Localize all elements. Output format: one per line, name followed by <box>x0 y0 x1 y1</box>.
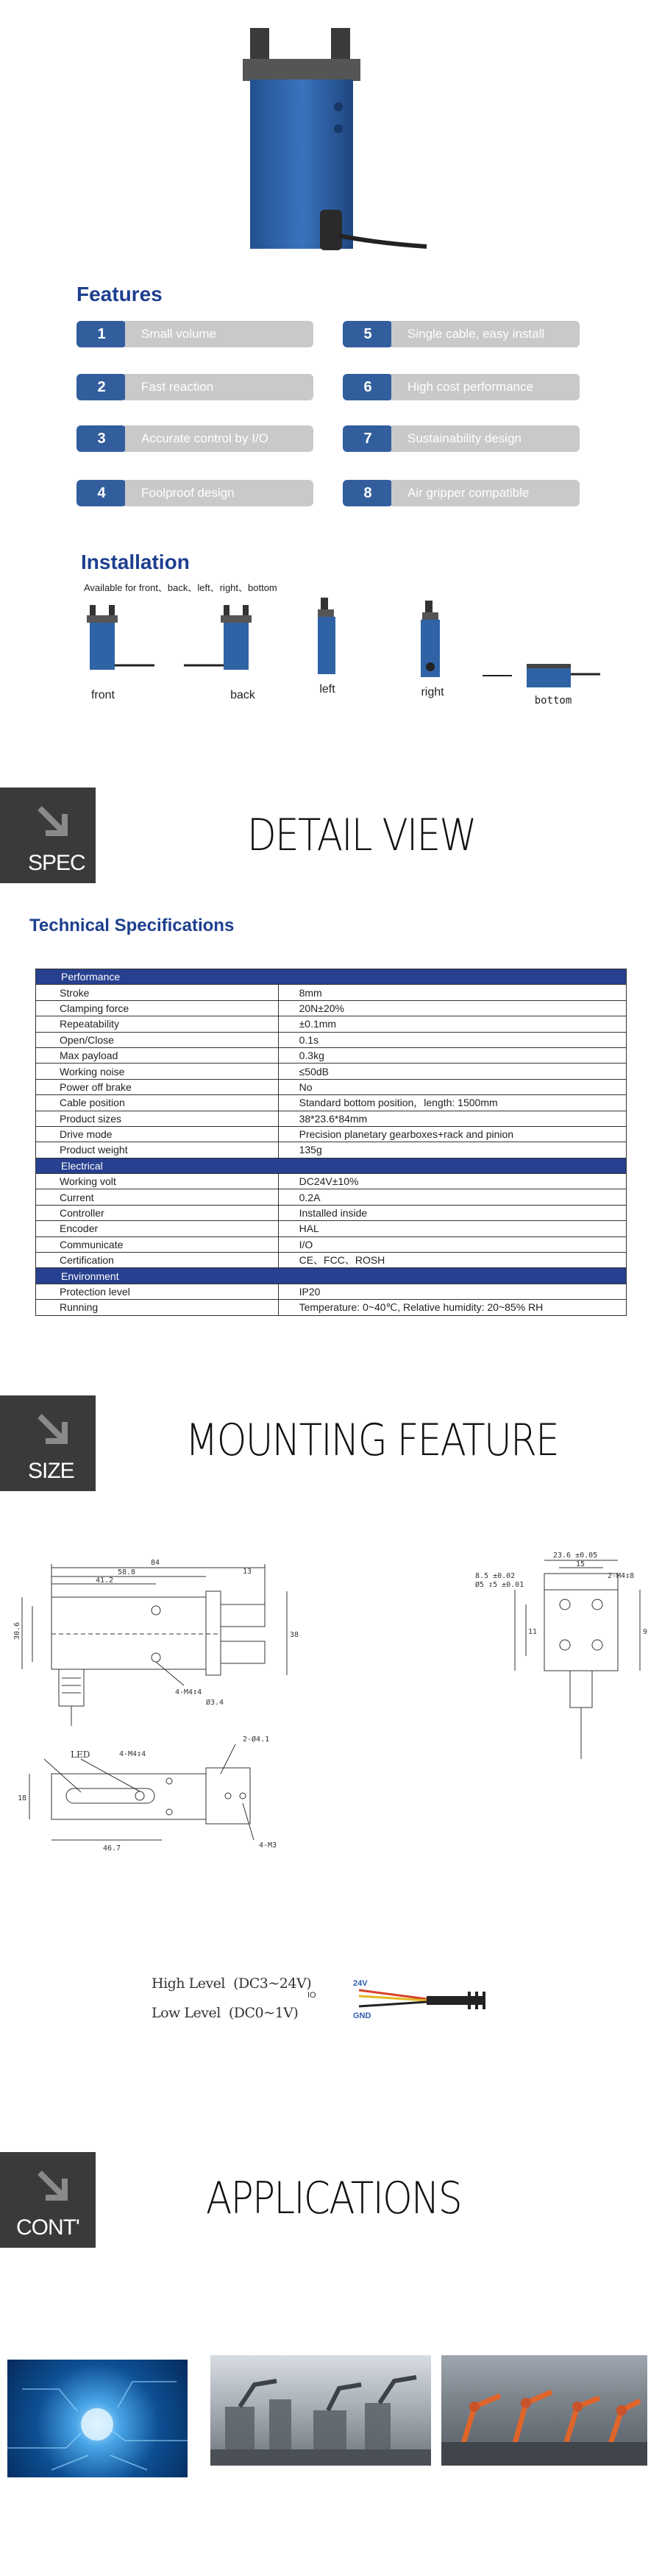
spec-group-header <box>36 1158 627 1173</box>
spec-value: ≤50dB <box>278 1064 626 1079</box>
spec-badge <box>0 788 96 883</box>
install-bottom-image <box>478 654 603 690</box>
spec-key: Working noise <box>36 1064 279 1079</box>
installation-title: Installation <box>81 551 190 573</box>
table-row <box>36 1016 627 1032</box>
spec-group-header <box>36 969 627 985</box>
table-row <box>36 1221 627 1236</box>
spec-value: Temperature: 0~40℃, Relative humidity: 20~85% RH <box>278 1300 626 1315</box>
feature-number: 5 <box>343 321 393 347</box>
application-image-factory <box>210 2355 431 2466</box>
installation-subtitle: Available for front、back、left、right、bottom <box>84 582 277 593</box>
low-level-label: Low Level <box>152 2005 221 2021</box>
spec-value: Installed inside <box>278 1205 626 1220</box>
arrow-down-right-icon <box>35 804 76 845</box>
install-front-image <box>81 604 162 684</box>
table-row <box>36 985 627 1000</box>
spec-value: HAL <box>278 1221 626 1236</box>
table-row <box>36 1079 627 1094</box>
table-row <box>36 1142 627 1158</box>
features-title: Features <box>76 283 163 305</box>
spec-value: 38*23.6*84mm <box>278 1111 626 1126</box>
table-row <box>36 1174 627 1189</box>
spec-badge-label: SPEC <box>28 851 85 875</box>
wiring-cable-diagram <box>302 1970 500 2028</box>
spec-key: Open/Close <box>36 1032 279 1047</box>
feature-label: Accurate control by I/O <box>125 425 313 452</box>
feature-number: 8 <box>343 480 393 506</box>
spec-value: 135g <box>278 1142 626 1158</box>
size-badge <box>0 1395 96 1491</box>
product-hero-image <box>235 22 441 258</box>
24v-label: 24V <box>353 1979 368 1988</box>
spec-value: 0.1s <box>278 1032 626 1047</box>
spec-value: No <box>278 1079 626 1094</box>
dim-30-6: 30.6 <box>13 1621 21 1640</box>
led-label: LED <box>71 1749 90 1760</box>
feature-number: 7 <box>343 425 393 452</box>
cont-badge <box>0 2152 96 2248</box>
table-row <box>36 1047 627 1063</box>
spec-key: Cable position <box>36 1095 279 1111</box>
install-front-label: front <box>90 689 115 701</box>
spec-value: 20N±20% <box>278 1000 626 1016</box>
install-back-image <box>184 604 280 684</box>
table-row <box>36 1300 627 1315</box>
spec-value: 8mm <box>278 985 626 1000</box>
spec-value: ±0.1mm <box>278 1016 626 1032</box>
dim-2m4-8: 2-M4↧8 <box>608 1572 635 1580</box>
dim-41-2: 41.2 <box>96 1577 114 1585</box>
spec-key: Stroke <box>36 985 279 1000</box>
feature-item-7 <box>343 424 578 453</box>
mounting-feature-title: MOUNTING FEATURE <box>185 1415 559 1466</box>
table-row <box>36 1189 627 1205</box>
dim-4m4-4: 4-M4↧4 <box>175 1688 202 1696</box>
spec-value: 0.2A <box>278 1189 626 1205</box>
spec-value: IP20 <box>278 1284 626 1299</box>
spec-key: Current <box>36 1189 279 1205</box>
spec-key: Encoder <box>36 1221 279 1236</box>
dim-84: 84 <box>151 1559 160 1567</box>
feature-label: Air gripper compatible <box>391 480 580 506</box>
feature-label: Small volume <box>125 321 313 347</box>
feature-item-8 <box>343 478 578 508</box>
install-left-image <box>309 598 346 686</box>
spec-key: Controller <box>36 1205 279 1220</box>
table-row <box>36 1253 627 1268</box>
spec-key: Protection level <box>36 1284 279 1299</box>
feature-number: 6 <box>343 374 393 400</box>
technical-specifications-title: Technical Specifications <box>29 916 235 935</box>
dim-18: 18 <box>18 1794 27 1802</box>
applications-title: APPLICATIONS <box>206 2173 461 2224</box>
spec-group-header <box>36 1268 627 1284</box>
feature-label: Sustainability design <box>391 425 580 452</box>
feature-item-6 <box>343 372 578 402</box>
table-row <box>36 1032 627 1047</box>
table-row <box>36 1095 627 1111</box>
arrow-down-right-icon <box>35 2168 76 2209</box>
dim-hole-3-4: Ø3.4 <box>206 1699 224 1707</box>
dim-phi5: Ø5 ↧5 ±0.01 <box>475 1581 524 1589</box>
high-level-range: (DC3~24V) <box>233 1975 312 1992</box>
spec-value: 0.3kg <box>278 1047 626 1063</box>
feature-item-1 <box>76 319 312 349</box>
spec-value: DC24V±10% <box>278 1174 626 1189</box>
spec-key: Repeatability <box>36 1016 279 1032</box>
dim-9: 9 <box>643 1628 648 1636</box>
dim-8-5: 8.5 ±0.02 <box>475 1572 516 1580</box>
feature-number: 1 <box>76 321 127 347</box>
feature-label: Foolproof design <box>125 480 313 506</box>
install-left-label: left <box>319 683 335 696</box>
table-row <box>36 1064 627 1079</box>
wiring-high <box>152 1975 311 1992</box>
dim-13: 13 <box>243 1568 252 1576</box>
low-level-range: (DC0~1V) <box>228 2005 299 2021</box>
spec-key: Max payload <box>36 1047 279 1063</box>
dim-58-8: 58.8 <box>118 1568 136 1577</box>
application-image-assembly <box>441 2355 647 2466</box>
feature-number: 3 <box>76 425 127 452</box>
spec-key: Product sizes <box>36 1111 279 1126</box>
feature-number: 2 <box>76 374 127 400</box>
spec-value: Precision planetary gearboxes+rack and pinion <box>278 1126 626 1142</box>
io-label: IO <box>307 1991 316 2000</box>
table-row <box>36 1205 627 1220</box>
feature-item-4 <box>76 478 312 508</box>
size-badge-label: SIZE <box>28 1459 74 1483</box>
spec-table <box>35 969 627 1316</box>
feature-item-5 <box>343 319 578 349</box>
spec-key: Drive mode <box>36 1126 279 1142</box>
spec-key: Clamping force <box>36 1000 279 1016</box>
spec-value: CE、FCC、ROSH <box>278 1253 626 1268</box>
install-back-label: back <box>230 689 255 701</box>
feature-item-3 <box>76 424 312 453</box>
table-row <box>36 1000 627 1016</box>
spec-value: I/O <box>278 1236 626 1252</box>
spec-key: Power off brake <box>36 1079 279 1094</box>
detail-view-title: DETAIL VIEW <box>247 810 476 861</box>
dim-23-6: 23.6 ±0.05 <box>553 1551 598 1560</box>
wiring-low <box>152 2005 298 2021</box>
feature-label: Fast reaction <box>125 374 313 400</box>
spec-group-name: Electrical <box>36 1158 627 1173</box>
spec-group-name: Environment <box>36 1268 627 1284</box>
feature-item-2 <box>76 372 312 402</box>
dim-4m3: 4-M3 <box>259 1841 277 1850</box>
feature-number: 4 <box>76 480 127 506</box>
factory-robots <box>210 2355 431 2466</box>
spec-group-name: Performance <box>36 969 627 985</box>
high-level-label: High Level <box>152 1975 226 1992</box>
spec-key: Running <box>36 1300 279 1315</box>
dim-2phi4-1: 2-Ø4.1 <box>243 1735 270 1744</box>
table-row <box>36 1126 627 1142</box>
install-bottom-label: bottom <box>534 695 572 707</box>
dim-46-7: 46.7 <box>103 1844 121 1853</box>
install-right-image <box>412 601 449 689</box>
dim-4m4-4b: 4-M4↧4 <box>119 1750 146 1758</box>
technical-drawing <box>0 1538 662 1869</box>
cont-badge-label: CONT' <box>16 2215 79 2240</box>
spec-key: Communicate <box>36 1236 279 1252</box>
install-right-label: right <box>421 686 444 698</box>
dim-11: 11 <box>528 1628 538 1636</box>
spec-key: Product weight <box>36 1142 279 1158</box>
table-row <box>36 1111 627 1126</box>
application-image-tech <box>7 2360 188 2477</box>
circuit-pattern <box>7 2360 188 2477</box>
dim-15: 15 <box>576 1560 586 1568</box>
dim-38: 38 <box>290 1631 299 1639</box>
arrow-down-right-icon <box>35 1412 76 1453</box>
gnd-label: GND <box>353 2011 371 2020</box>
orange-robots <box>441 2355 647 2466</box>
spec-value: Standard bottom position，length: 1500mm <box>278 1095 626 1111</box>
table-row <box>36 1284 627 1299</box>
table-row <box>36 1236 627 1252</box>
feature-label: Single cable, easy install <box>391 321 580 347</box>
feature-label: High cost performance <box>391 374 580 400</box>
spec-key: Working volt <box>36 1174 279 1189</box>
spec-key: Certification <box>36 1253 279 1268</box>
